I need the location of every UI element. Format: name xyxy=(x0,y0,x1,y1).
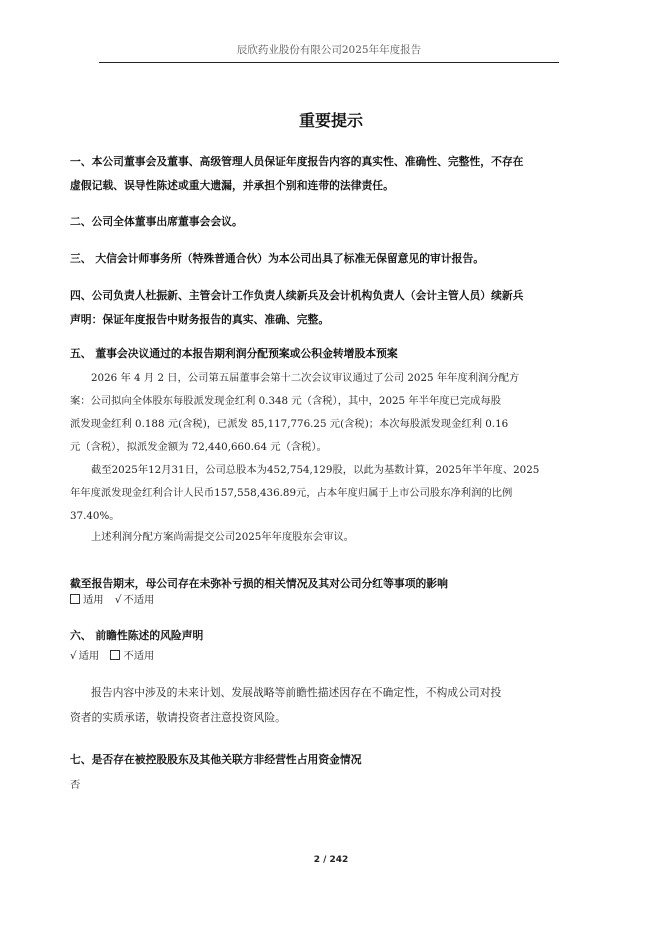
item-5-paragraph-2-line-3: 37.40%。 xyxy=(70,510,120,522)
item-5-paragraph-1-line-2: 案：公司拟向全体股东每股派发现金红利 0.348 元（含税），其中，2025 年半年度已完成每股 xyxy=(70,395,502,407)
item-5-paragraph-2-line-1: 截至2025年12月31日，公司总股本为452,754,129股，以此为基数计算，2025年半年度、2025 xyxy=(91,464,540,476)
page-number: 2 / 242 xyxy=(313,855,349,865)
option-label: 不适用 xyxy=(123,650,155,662)
option-label: 不适用 xyxy=(123,594,155,606)
option-not-applicable-unchecked xyxy=(110,650,154,662)
item-5-paragraph-1-line-1: 2026 年 4 月 2 日，公司第五届董事会第十二次会议审议通过了公司 2025 年年度利润分配方 xyxy=(91,372,520,384)
option-not-applicable-checked xyxy=(115,594,154,606)
page-title: 重要提示 xyxy=(298,111,363,130)
item-6-paragraph-line-1: 报告内容中涉及的未来计划、发展战略等前瞻性描述因存在不确定性，不构成公司对投 xyxy=(91,686,502,699)
item-1-line-2: 虚假记载、误导性陈述或重大遗漏，并承担个别和连带的法律责任。 xyxy=(70,179,394,192)
loss-heading: 截至报告期末，母公司存在未弥补亏损的相关情况及其对公司分红等事项的影响 xyxy=(70,577,448,590)
item-6-paragraph-line-2: 资者的实质承诺，敬请投资者注意投资风险。 xyxy=(70,711,286,724)
item-6-heading: 六、 前瞻性陈述的风险声明 xyxy=(70,629,204,642)
running-header: 辰欣药业股份有限公司2025年年度报告 xyxy=(99,40,559,63)
loss-applicability-options xyxy=(70,590,162,610)
item-4-line-1: 四、公司负责人杜振新、主管会计工作负责人续新兵及会计机构负责人（会计主管人员）续新兵 xyxy=(70,289,524,302)
empty-checkbox-icon xyxy=(70,594,80,604)
item-7-answer: 否 xyxy=(70,779,81,791)
item-5-paragraph-1-line-3: 派发现金红利 0.188 元(含税)，已派发 85,117,776.25 元(含税)；本次每股派发现金红利 0.16 xyxy=(70,418,509,430)
item-2: 二、公司全体董事出席董事会会议。 xyxy=(70,215,243,228)
item-6-applicability-options xyxy=(70,646,162,666)
empty-checkbox-icon xyxy=(110,650,120,660)
item-5-paragraph-2-line-2: 年年度派发现金红利合计人民币157,558,436.89元，占本年度归属于上市公司股东净利润的比例 xyxy=(70,487,513,499)
item-1-line-1: 一、本公司董事会及董事、高级管理人员保证年度报告内容的真实性、准确性、完整性，不存在 xyxy=(70,155,524,168)
option-applicable-checked xyxy=(70,650,99,662)
item-5-paragraph-3: 上述利润分配方案尚需提交公司2025年年度股东会审议。 xyxy=(91,531,355,543)
option-applicable-unchecked xyxy=(70,594,104,606)
item-7-heading: 七、是否存在被控股股东及其他关联方非经营性占用资金情况 xyxy=(70,753,362,766)
checkmark-icon: √ xyxy=(114,594,122,606)
option-label: 适用 xyxy=(78,650,100,662)
checkmark-icon: √ xyxy=(70,650,77,662)
item-5-heading: 五、 董事会决议通过的本报告期利润分配预案或公积金转增股本预案 xyxy=(70,347,398,360)
item-5-paragraph-1-line-4: 元（含税），拟派发金额为 72,440,660.64 元（含税）。 xyxy=(70,441,327,453)
item-3: 三、 大信会计师事务所（特殊普通合伙）为本公司出具了标准无保留意见的审计报告。 xyxy=(70,252,485,265)
item-4-line-2: 声明：保证年度报告中财务报告的真实、准确、完整。 xyxy=(70,313,330,326)
option-label: 适用 xyxy=(83,594,104,606)
